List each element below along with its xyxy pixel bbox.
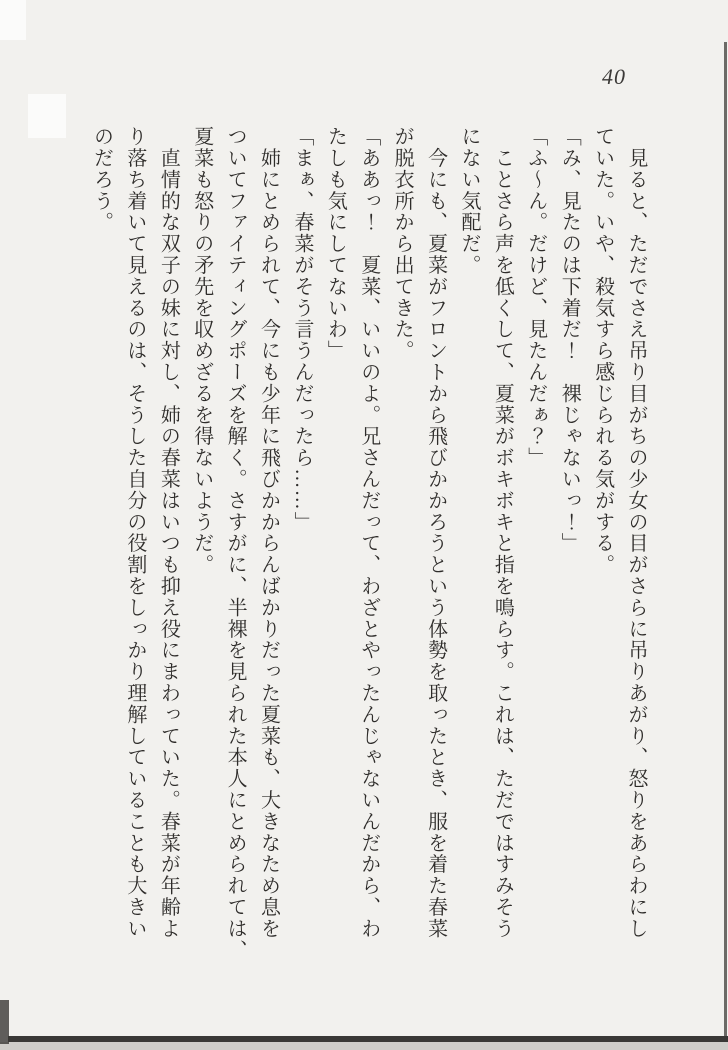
text-line: にない気配だ。	[457, 126, 480, 276]
text-line: 「ああっ！ 夏菜、いいのよ。兄さんだって、わざとやったんじゃないんだから、わ	[357, 126, 380, 940]
scan-artifact	[0, 0, 26, 40]
text-line: ことさら声を低くして、夏菜がボキボキと指を鳴らす。これは、ただではすみそう	[491, 126, 514, 940]
text-line: たしも気にしてないわ」	[324, 126, 347, 362]
text-line: 見ると、ただでさえ吊り目がちの少女の目がさらに吊りあがり、怒りをあらわにし	[625, 126, 647, 940]
page-number: 40	[602, 64, 626, 89]
text-line: 姉にとめられて、今にも少年に飛びかからんばかりだった夏菜も、大きなため息を	[257, 126, 280, 940]
scan-edge-bottom	[8, 1036, 728, 1042]
scan-artifact	[28, 94, 66, 138]
text-line: 「み、見たのは下着だ！ 裸じゃないっ！」	[558, 126, 581, 554]
text-block	[72, 126, 652, 1026]
text-line: 今にも、夏菜がフロントから飛びかかろうという体勢を取ったとき、服を着た春菜	[424, 126, 447, 940]
text-line: が脱衣所から出てきた。	[391, 126, 414, 362]
scan-below-edge	[0, 1042, 728, 1050]
scan-edge-right	[724, 42, 727, 1050]
text-line: のだろう。	[90, 126, 113, 233]
text-line: 夏菜も怒りの矛先を収めざるを得ないようだ。	[190, 126, 213, 576]
scan-corner-left	[0, 1000, 9, 1044]
text-line: 「まぁ、春菜がそう言うんだったら……」	[290, 126, 313, 533]
text-line: 「ふ～ん。だけど、見たんだぁ？」	[524, 126, 547, 469]
text-line: り落ち着いて見えるのは、そうした自分の役割をしっかり理解していることも大きい	[123, 126, 146, 940]
text-line: ていた。いや、殺気すら感じられる気がする。	[591, 126, 614, 576]
text-line: 直情的な双子の妹に対し、姉の春菜はいつも抑え役にまわっていた。春菜が年齢よ	[157, 126, 180, 940]
text-line: ついてファイティングポーズを解く。さすがに、半裸を見られた本人にとめられては、	[224, 126, 247, 961]
